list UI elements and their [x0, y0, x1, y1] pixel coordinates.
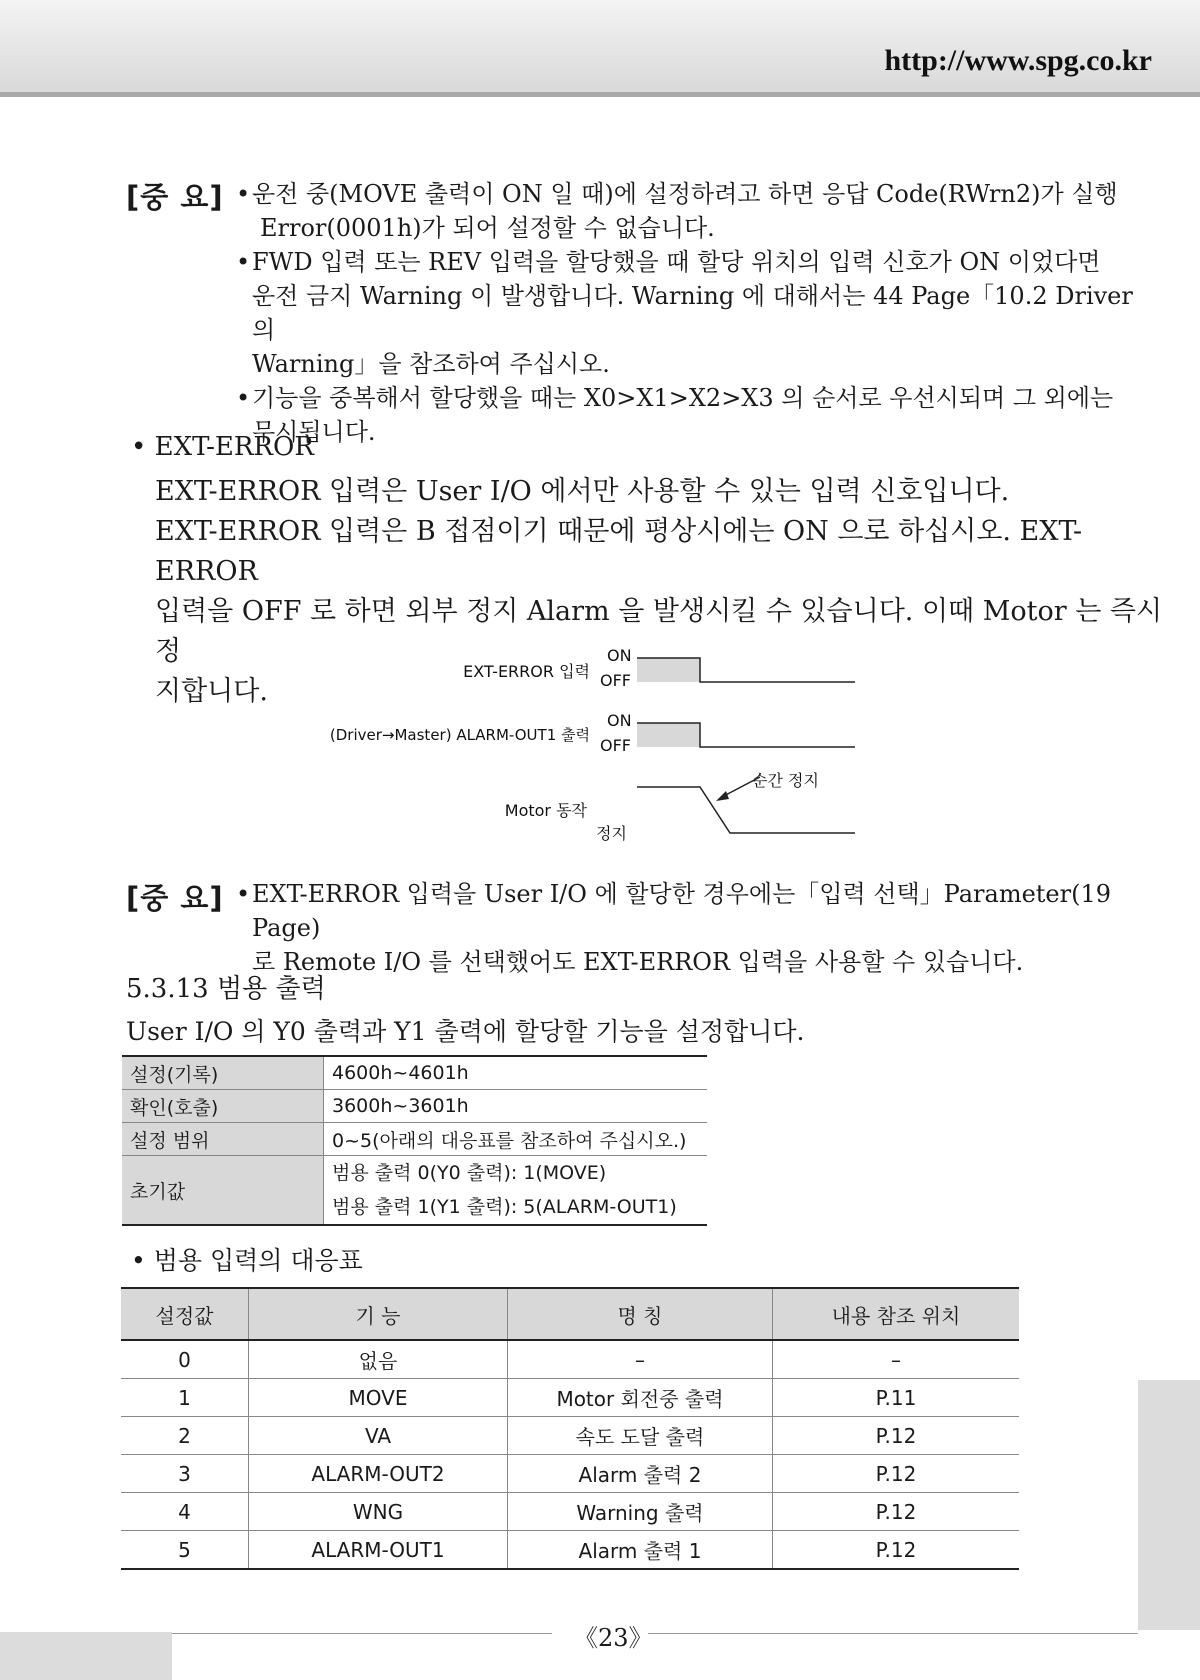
header-url[interactable]: http://www.spg.co.kr: [884, 44, 1152, 77]
table-cell: ALARM-OUT2: [249, 1455, 508, 1493]
table-row: [122, 1090, 707, 1123]
table-cell: Alarm 출력 2: [508, 1455, 773, 1493]
ext-error-bullet: • EXT-ERROR: [131, 432, 314, 462]
table-cell: VA: [249, 1417, 508, 1455]
table-cell: 5: [121, 1531, 249, 1570]
footer-tab: [0, 1632, 172, 1680]
note-item: • FWD 입력 또는 REV 입력을 할당했을 때 할당 위치의 입력 신호가 ON 이었다면: [236, 245, 1136, 279]
table-header-row: [121, 1288, 1019, 1340]
table-cell: WNG: [249, 1493, 508, 1531]
page-number: 《23》: [574, 1624, 653, 1652]
diagram-label-motor: Motor 동작: [504, 801, 587, 820]
note-continuation: 로 Remote I/O 를 선택했어도 EXT-ERROR 입력을 사용할 수 있습니다.: [252, 948, 1024, 976]
section-title: 5.3.13 범용 출력: [126, 974, 326, 1004]
diagram-on-label: ON: [607, 646, 632, 665]
table-cell: Alarm 출력 1: [508, 1531, 773, 1570]
table-cell: –: [773, 1340, 1020, 1379]
table-cell: P.12: [773, 1417, 1020, 1455]
init-value-line: 범용 출력 0(Y0 출력): 1(MOVE): [332, 1162, 607, 1184]
param-value: 0~5(아래의 대응표를 참조하여 주십시오.): [324, 1123, 708, 1156]
diagram-on-label: ON: [607, 711, 632, 730]
ext-error-line: EXT-ERROR 입력은 B 접점이기 때문에 평상시에는 ON 으로 하십시오. EXT-ERROR: [155, 516, 1083, 587]
table-cell: MOVE: [249, 1379, 508, 1417]
motor-waveform: [637, 787, 855, 833]
column-header: 기 능: [249, 1288, 508, 1340]
important-notes-2: [236, 877, 1136, 979]
section-description: User I/O 의 Y0 출력과 Y1 출력에 할당할 기능을 설정합니다.: [126, 1017, 805, 1046]
ext-error-line: 입력을 OFF 로 하면 외부 정지 Alarm 을 발생시킬 수 있습니다. 이때 Motor 는 즉시 정: [155, 596, 1163, 667]
bullet-dot: •: [131, 1246, 154, 1275]
table-cell: P.12: [773, 1455, 1020, 1493]
timing-diagram: [0, 640, 1200, 850]
diagram-off-label: OFF: [600, 671, 631, 690]
table-cell: P.11: [773, 1379, 1020, 1417]
table-cell: –: [508, 1340, 773, 1379]
table-row: [122, 1056, 707, 1090]
param-key: 설정 범위: [122, 1123, 324, 1156]
table-row: [121, 1417, 1019, 1455]
note-continuation: Warning」을 참조하여 주십시오.: [252, 350, 610, 378]
column-header: 내용 참조 위치: [773, 1288, 1020, 1340]
note-item: • EXT-ERROR 입력을 User I/O 에 할당한 경우에는「입력 선택」Parameter(19 Page): [236, 877, 1136, 945]
mapping-table-title: • 범용 입력의 대응표: [131, 1246, 363, 1275]
param-value: [324, 1156, 708, 1226]
bullet-dot: •: [131, 432, 155, 462]
table-row: [121, 1531, 1019, 1570]
table-row: [121, 1455, 1019, 1493]
param-key: 설정(기록): [122, 1056, 324, 1090]
table-row: [122, 1123, 707, 1156]
table-cell: ALARM-OUT1: [249, 1531, 508, 1570]
table-cell: 2: [121, 1417, 249, 1455]
param-value: 4600h~4601h: [324, 1056, 708, 1090]
table-cell: P.12: [773, 1531, 1020, 1570]
table-row: [121, 1340, 1019, 1379]
note-continuation: Error(0001h)가 되어 설정할 수 없습니다.: [260, 214, 715, 242]
table-cell: P.12: [773, 1493, 1020, 1531]
note-item: • 운전 중(MOVE 출력이 ON 일 때)에 설정하려고 하면 응답 Code(RWrn2)가 실행: [236, 177, 1136, 211]
table-cell: 1: [121, 1379, 249, 1417]
footer-divider: [172, 1633, 552, 1634]
diagram-instant-stop-label: 순간 정지: [752, 771, 819, 790]
table-cell: 0: [121, 1340, 249, 1379]
table-row: [121, 1493, 1019, 1531]
column-header: 설정값: [121, 1288, 249, 1340]
arrow-head-icon: [716, 791, 729, 801]
init-value-line: 범용 출력 1(Y1 출력): 5(ALARM-OUT1): [332, 1196, 677, 1218]
table-cell: Warning 출력: [508, 1493, 773, 1531]
table-cell: 속도 도달 출력: [508, 1417, 773, 1455]
table-cell: Motor 회전중 출력: [508, 1379, 773, 1417]
ext-error-line: EXT-ERROR 입력은 User I/O 에서만 사용할 수 있는 입력 신호입니다.: [155, 476, 1010, 507]
param-key: 확인(호출): [122, 1090, 324, 1123]
important-label-2: [중 요]: [126, 881, 224, 915]
header-divider: [0, 92, 1200, 97]
diagram-off-label: OFF: [600, 736, 631, 755]
note-continuation: 무시됩니다.: [252, 418, 376, 446]
side-tab: [1138, 1380, 1200, 1630]
diagram-shade: [637, 658, 700, 682]
note-item: • 기능을 중복해서 할당했을 때는 X0>X1>X2>X3 의 순서로 우선시되며 그 외에는: [236, 381, 1136, 415]
table-cell: 4: [121, 1493, 249, 1531]
table-row: [121, 1379, 1019, 1417]
mapping-table: [121, 1287, 1019, 1570]
footer-divider: [648, 1633, 1138, 1634]
ext-error-line: 지합니다.: [155, 676, 268, 707]
table-row: [122, 1156, 707, 1226]
diagram-shade: [637, 723, 700, 747]
important-notes-1: [236, 177, 1136, 449]
table-cell: 없음: [249, 1340, 508, 1379]
diagram-stop-label: 정지: [596, 824, 627, 843]
diagram-label-ext-error: EXT-ERROR 입력: [463, 662, 590, 681]
column-header: 명 칭: [508, 1288, 773, 1340]
param-key: 초기값: [122, 1156, 324, 1226]
param-value: 3600h~3601h: [324, 1090, 708, 1123]
diagram-label-alarm-out: (Driver→Master) ALARM-OUT1 출력: [329, 726, 590, 744]
important-label: [중 요]: [126, 180, 224, 214]
note-continuation: 운전 금지 Warning 이 발생합니다. Warning 에 대해서는 44 Page「10.2 Driver 의: [252, 282, 1133, 344]
parameter-table: [122, 1055, 707, 1226]
table-cell: 3: [121, 1455, 249, 1493]
